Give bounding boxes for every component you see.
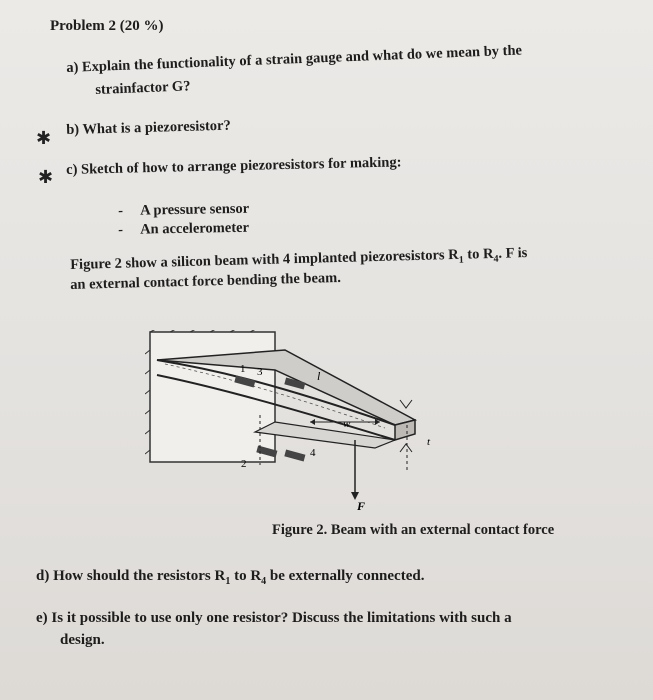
- question-d: d) How should the resistors $R_1$ to $R_4$ be externally connected.: [36, 568, 425, 587]
- resistor-4: [284, 450, 305, 462]
- hand-star-mark-b: ✱: [36, 128, 52, 148]
- figure-caption: Figure 2. Beam with an external contact force: [272, 522, 555, 538]
- figure-intro-line2: an external contact force bending the beam.: [70, 269, 342, 293]
- label-F: F: [357, 499, 366, 513]
- bullet-item-pressure-sensor: - A pressure sensor: [118, 200, 250, 219]
- label-t: t: [427, 436, 431, 448]
- fixed-support: [145, 330, 275, 462]
- question-c: c) Sketch of how to arrange piezoresistors for making:: [66, 154, 402, 178]
- bullet-item-accelerometer: - An accelerometer: [118, 219, 250, 238]
- question-a-line1: a) Explain the functionality of a strain gauge and what do we mean by the: [66, 42, 523, 76]
- question-b: b) What is a piezoresistor?: [66, 117, 231, 138]
- figure-intro-line1: Figure 2 show a silicon beam with 4 implanted piezoresistors $R_1$ to $R_4$. F is: [70, 245, 528, 273]
- label-l: l: [317, 369, 321, 383]
- label-3: 3: [257, 366, 263, 378]
- question-e-line1: e) Is it possible to use only one resistor? Discuss the limitations with such a: [36, 610, 512, 626]
- question-e-line2: design.: [60, 632, 105, 648]
- problem-title: Problem 2 (20 %): [50, 18, 164, 34]
- question-a-line2: strainfactor G?: [95, 78, 191, 98]
- beam-figure: [145, 330, 435, 520]
- hand-star-mark-c: ✱: [38, 167, 54, 187]
- label-w: w: [343, 418, 351, 430]
- label-4: 4: [310, 447, 316, 459]
- label-2: 2: [241, 458, 247, 470]
- label-1: 1: [240, 363, 246, 375]
